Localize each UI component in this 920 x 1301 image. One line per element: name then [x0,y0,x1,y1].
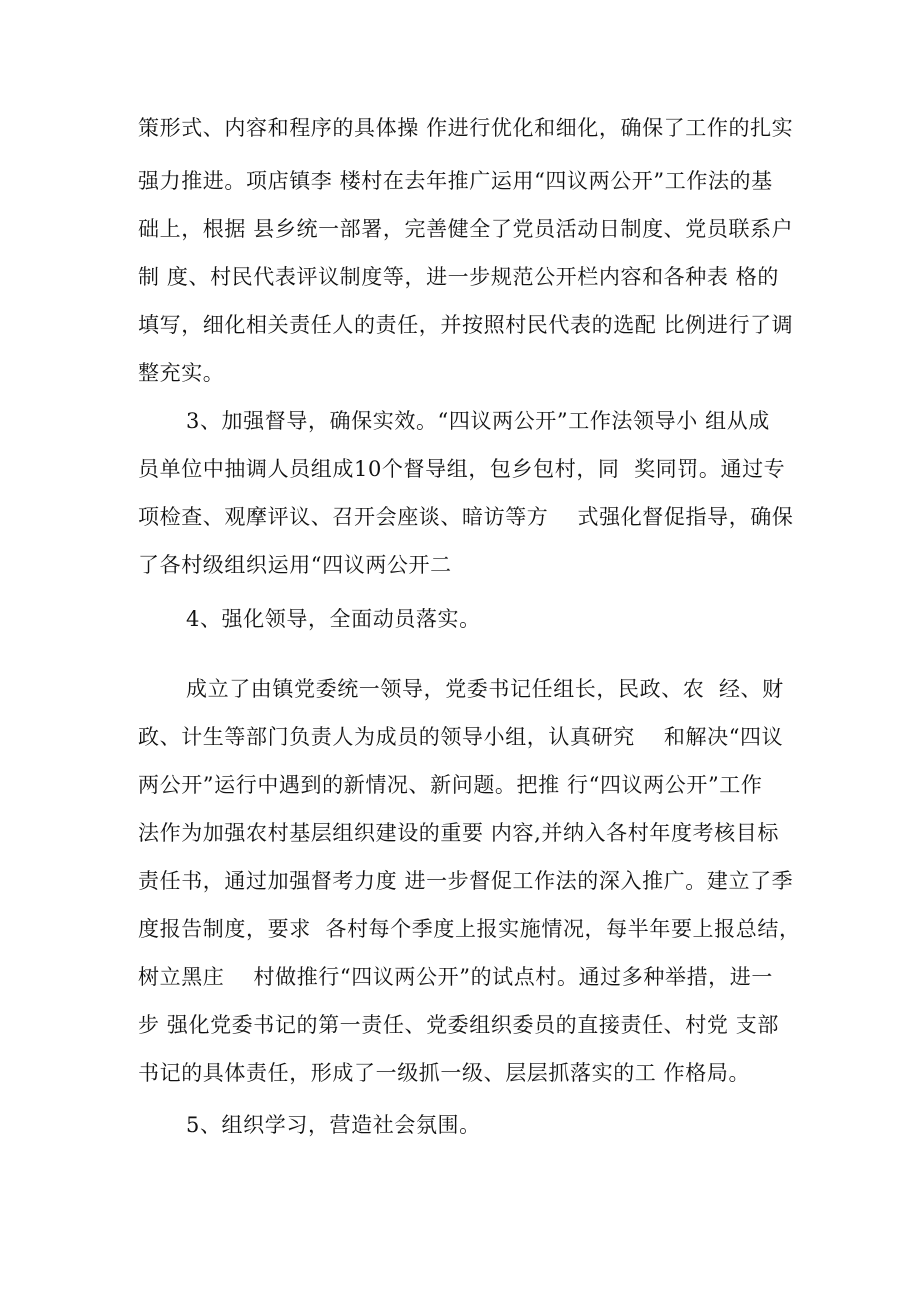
text-line: 项检查、观摩评议、召开会座谈、暗访等方 式强化督促指导，确保 [138,505,794,529]
paragraph-heading: 5、组织学习，营造社会氛围。 [186,1113,481,1137]
text-line: 责任书，通过加强督考力度 进一步督促工作法的深入推广。建立了季 [138,869,794,893]
text-line: 成立了由镇党委统一领导，党委书记任组长，民政、农 经、财 [186,677,784,701]
text-line: 整充实。 [138,361,225,385]
text-line: 政、计生等部门负责人为成员的领导小组，认真研究 和解决“四议 [138,725,784,749]
text-line: 制 度、村民代表评议制度等，进一步规范公开栏内容和各种表 格的 [138,265,779,289]
text-line: 了各村级组织运用“四议两公开二 [138,553,452,577]
text-line: 填写，细化相关责任人的责任，并按照村民代表的选配 比例进行了调 [138,313,794,337]
text-line: 步 强化党委书记的第一责任、党委组织委员的直接责任、村党 支部 [138,1013,779,1037]
text-line: 强力推进。项店镇李 楼村在去年推广运用“四议两公开”工作法的基 [138,169,773,193]
text-line: 度报告制度，要求 各村每个季度上报实施情况，每半年要上报总结， [138,917,801,941]
text-line: 础上，根据 县乡统一部署，完善健全了党员活动日制度、党员联系户 [138,217,794,241]
paragraph-heading: 3、加强督导，确保实效。“四议两公开”工作法领导小 组从成 [186,409,770,433]
text-line: 员单位中抽调人员组成10个督导组，包乡包村，同 奖同罚。通过专 [138,457,786,481]
text-line: 策形式、内容和程序的具体操 作进行优化和细化，确保了工作的扎实 [138,116,794,140]
text-line: 书记的具体责任，形成了一级抓一级、层层抓落实的工 作格局。 [138,1061,751,1085]
text-line: 树立黑庄 村做推行“四议两公开”的试点村。通过多种举措，进一 [138,965,773,989]
paragraph-heading: 4、强化领导，全面动员落实。 [186,607,481,631]
text-line: 两公开”运行中遇到的新情况、新问题。把推 行“四议两公开”工作 [138,773,763,797]
text-line: 法作为加强农村基层组织建设的重要 内容,并纳入各村年度考核目标 [138,821,779,845]
